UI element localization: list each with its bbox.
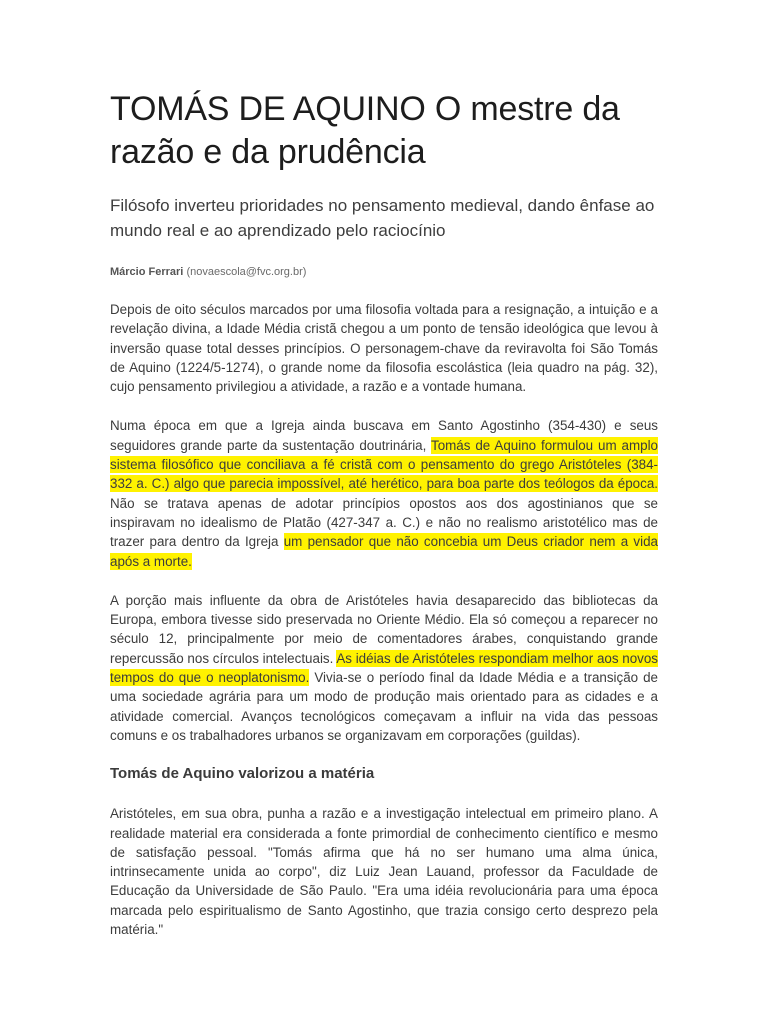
paragraph-3-text-1: A porção mais influente da obra de Aristóteles havia desaparecido das bibliotecas da Europa, embora tivesse sido preservada no Oriente Médio. Ela só começou a reparecer no século 12, principalmente por meio de comentadores árabes, conquistando grande repercussão nos círculos intelectuais.: [110, 592, 658, 666]
paragraph-1: Depois de oito séculos marcados por uma filosofia voltada para a resignação, a intuição e a revelação divina, a Idade Média cristã chegou a um ponto de tensão ideológica que levou à inversão quase total desses princípios. O personagem-chave da reviravolta foi São Tomás de Aquino (1224/5-1274), o grande nome da filosofia escolástica (leia quadro na pág. 32), cujo pensamento privilegiou a atividade, a razão e a vontade humana.: [110, 302, 658, 395]
paragraph-3: [110, 591, 658, 745]
article-subtitle: Filósofo inverteu prioridades no pensamento medieval, dando ênfase ao mundo real e ao aprendizado pelo raciocínio: [110, 196, 655, 240]
paragraph-4: Aristóteles, em sua obra, punha a razão e a investigação intelectual em primeiro plano. A realidade material era considerada a fonte primordial de conhecimento científico e mesmo de satisfação pessoal. "Tomás afirma que há no ser humano uma alma única, intrinsecamente unida ao corpo", diz Luiz Jean Lauand, professor da Faculdade de Educação da Universidade de São Paulo. "Era uma idéia revolucionária para uma época marcada pelo espiritualismo de Santo Agostinho, que trazia consigo certo desprezo pela matéria.": [110, 806, 658, 938]
article-body: [110, 300, 658, 939]
article-title: TOMÁS DE AQUINO O mestre da razão e da prudência: [110, 90, 620, 171]
paragraph-2: [110, 416, 658, 570]
paragraph-3-text-2: Vivia-se o período final da Idade Média e a transição de uma sociedade agrária para um modo de produção mais orientado para as cidades e a atividade comercial. Avanços tecnológicos começavam a influir na vida das pessoas comuns e os trabalhadores urbanos se organizavam em corporações (guildas).: [110, 670, 659, 743]
section-heading: Tomás de Aquino valorizou a matéria: [110, 765, 375, 783]
paragraph-2-text-2: Não se tratava apenas de adotar princípios opostos aos dos agostinianos que se inspiravam no idealismo de Platão (427-347 a. C.) e não no realismo aristotélico mas de trazer para dentro da Igreja: [110, 495, 658, 550]
byline: [110, 264, 658, 280]
highlight-3: As idéias de Aristóteles respondiam melhor aos novos tempos do que o neoplatonismo.: [110, 650, 658, 686]
author-name: Márcio Ferrari: [110, 266, 184, 278]
paragraph-2-text-1: Numa época em que a Igreja ainda buscava em Santo Agostinho (354-430) e seus seguidores grande parte da sustentação doutrinária,: [110, 418, 658, 453]
highlight-2: um pensador que não concebia um Deus criador nem a vida após a morte.: [110, 534, 658, 569]
highlight-1: Tomás de Aquino formulou um amplo sistema filosófico que conciliava a fé cristã com o pensamento do grego Aristóteles (384-332 a. C.) algo que parecia impossível, até herético, para boa parte dos teólogos da época.: [110, 437, 659, 492]
author-email: (novaescola@fvc.org.br): [186, 266, 307, 278]
